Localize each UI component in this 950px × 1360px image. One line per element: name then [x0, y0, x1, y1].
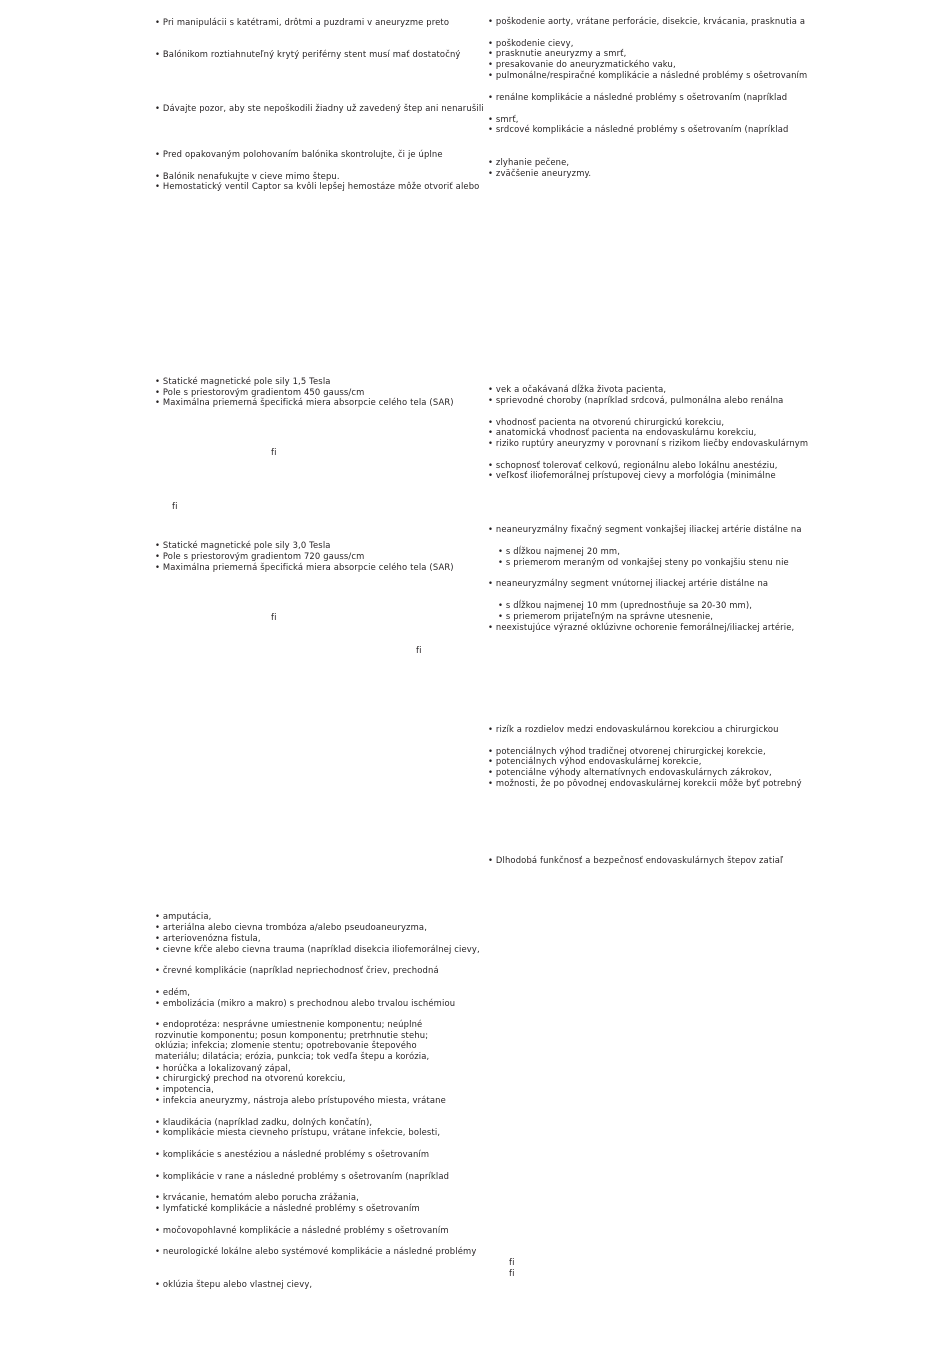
mri-3-0t-list: [155, 540, 475, 580]
list-item: • embolizácia (mikro a makro) s prechodnou alebo trvalou ischémiou: [155, 998, 456, 1008]
ligature-fragment: fi: [416, 645, 422, 655]
list-item: • potenciálne výhody alternatívnych endovaskulárnych zákrokov,: [488, 767, 772, 777]
ligature-fragment: fi: [271, 612, 277, 622]
ligature-fragment: fi: [509, 1257, 515, 1267]
list-item: • Maximálna priemerná špecifická miera absorpcie celého tela (SAR): [155, 397, 454, 407]
list-item: • schopnosť tolerovať celkovú, regionálnu alebo lokálnu anestéziu,: [488, 460, 778, 470]
list-item: • Maximálna priemerná špecifická miera absorpcie celého tela (SAR): [155, 562, 454, 572]
ligature-fragment: fi: [509, 1268, 515, 1278]
col1-top-list: [155, 0, 484, 200]
list-item: • vhodnosť pacienta na otvorenú chirurgickú korekciu,: [488, 417, 725, 427]
list-item: • s priemerom prijateľným na správne utesnenie,: [498, 611, 714, 621]
list-item: • infekcia aneuryzmy, nástroja alebo prístupového miesta, vrátane: [155, 1095, 446, 1105]
list-item: • prasknutie aneuryzmy a smrť,: [488, 48, 627, 58]
list-item: • sprievodné choroby (napríklad srdcová, pulmonálna alebo renálna: [488, 395, 784, 405]
list-item: • Pred opakovaným polohovaním balónika skontrolujte, či je úplne: [155, 149, 443, 159]
col2-patient-factors: [488, 384, 808, 484]
list-item: • s priemerom meraným od vonkajšej steny po vonkajšiu stenu nie: [498, 557, 789, 567]
list-item: • neaneuryzmálny segment vnútornej iliackej artérie distálne na: [488, 578, 769, 588]
list-item: • s dĺžkou najmenej 20 mm,: [498, 546, 621, 556]
list-item: • riziko ruptúry aneuryzmy v porovnaní s rizikom liečby endovaskulárnym: [488, 438, 809, 448]
col2-top-list: [488, 0, 808, 200]
list-item: • arteriovenózna fistula,: [155, 933, 261, 943]
list-item: • chirurgický prechod na otvorenú korekciu,: [155, 1073, 346, 1083]
col2-iliac-criteria: [488, 524, 808, 639]
list-item: • komplikácie v rane a následné problémy s ošetrovaním (napríklad: [155, 1171, 450, 1181]
list-item: • potenciálnych výhod tradičnej otvorenej chirurgickej korekcie,: [488, 746, 766, 756]
list-item: • Dávajte pozor, aby ste nepoškodili žiadny už zavedený štep ani nenarušili: [155, 103, 484, 113]
list-item: • Balónikom roztiahnuteľný krytý periférny stent musí mať dostatočný: [155, 49, 461, 59]
list-item: • oklúzia štepu alebo vlastnej cievy,: [155, 1279, 313, 1289]
list-item: • Statické magnetické pole sily 1,5 Tesla: [155, 376, 331, 386]
list-item: • lymfatické komplikácie a následné problémy s ošetrovaním: [155, 1203, 420, 1213]
list-item: • zlyhanie pečene,: [488, 157, 570, 167]
list-item: • potenciálnych výhod endovaskulárnej korekcie,: [488, 756, 702, 766]
list-item: • vek a očakávaná dĺžka života pacienta,: [488, 384, 667, 394]
col1-adverse-events: [155, 911, 480, 1296]
list-item: • poškodenie cievy,: [488, 38, 574, 48]
list-item: • Pri manipulácii s katétrami, drôtmi a puzdrami v aneuryzme preto: [155, 17, 450, 27]
list-item: • renálne komplikácie a následné problémy s ošetrovaním (napríklad: [488, 92, 788, 102]
list-item: • amputácia,: [155, 911, 212, 921]
ligature-fragment: fi: [271, 447, 277, 457]
list-item: • endoprotéza: nesprávne umiestnenie komponentu; neúplné rozvinutie komponentu; posun komponentu; pretrhnutie stehu; oklúzia; infekcia; zlomenie stentu; opotrebovanie štepového materiálu; dilatácia; erózia, punkcia; tok vedľa štepu a korózia,: [155, 1019, 430, 1061]
list-item: • Dlhodobá funkčnosť a bezpečnosť endovaskulárnych štepov zatiaľ: [488, 855, 784, 865]
list-item: • Hemostatický ventil Captor sa kvôli lepšej hemostáze môže otvoriť alebo: [155, 181, 480, 191]
list-item: • cievne kŕče alebo cievna trauma (napríklad disekcia iliofemorálnej cievy,: [155, 944, 480, 954]
list-item: • močovopohlavné komplikácie a následné problémy s ošetrovaním: [155, 1225, 449, 1235]
list-item: • komplikácie s anestéziou a následné problémy s ošetrovaním: [155, 1149, 430, 1159]
list-item: • komplikácie miesta cievneho prístupu, vrátane infekcie, bolesti,: [155, 1127, 441, 1137]
list-item: • neurologické lokálne alebo systémové komplikácie a následné problémy: [155, 1246, 477, 1256]
list-item: • Pole s priestorovým gradientom 450 gauss/cm: [155, 387, 365, 397]
list-item: • edém,: [155, 987, 191, 997]
list-item: • arteriálna alebo cievna trombóza a/alebo pseudoaneuryzma,: [155, 922, 428, 932]
mri-1-5t-list: [155, 376, 475, 416]
list-item: • klaudikácia (napríklad zadku, dolných končatín),: [155, 1117, 373, 1127]
list-item: • veľkosť iliofemorálnej prístupovej cievy a morfológia (minimálne: [488, 470, 776, 480]
list-item: • pulmonálne/respiračné komplikácie a následné problémy s ošetrovaním: [488, 70, 808, 80]
list-item: • neexistujúce výrazné oklúzivne ochorenie femorálnej/iliackej artérie,: [488, 622, 795, 632]
list-item: • Balónik nenafukujte v cieve mimo štepu.: [155, 171, 340, 181]
list-item: • anatomická vhodnosť pacienta na endovaskulárnu korekciu,: [488, 427, 757, 437]
list-item: • smrť,: [488, 114, 519, 124]
list-item: • zväčšenie aneuryzmy.: [488, 168, 592, 178]
list-item: • krvácanie, hematóm alebo porucha zrážania,: [155, 1192, 359, 1202]
list-item: • poškodenie aorty, vrátane perforácie, disekcie, krvácania, prasknutia a: [488, 16, 806, 26]
list-item: • Statické magnetické pole sily 3,0 Tesla: [155, 540, 331, 550]
list-item: • črevné komplikácie (napríklad nepriechodnosť čriev, prechodná: [155, 965, 439, 975]
list-item: • s dĺžkou najmenej 10 mm (uprednostňuje sa 20-30 mm),: [498, 600, 753, 610]
col2-risks-list: [488, 724, 808, 869]
list-item: • srdcové komplikácie a následné problémy s ošetrovaním (napríklad: [488, 124, 789, 134]
list-item: • rizík a rozdielov medzi endovaskulárnou korekciou a chirurgickou: [488, 724, 779, 734]
list-item: • impotencia,: [155, 1084, 214, 1094]
ligature-fragment: fi: [172, 501, 178, 511]
list-item: • horúčka a lokalizovaný zápal,: [155, 1063, 291, 1073]
list-item: • možnosti, že po pôvodnej endovaskulárnej korekcii môže byť potrebný: [488, 778, 802, 788]
list-item: • neaneuryzmálny fixačný segment vonkajšej iliackej artérie distálne na: [488, 524, 802, 534]
list-item: • Pole s priestorovým gradientom 720 gauss/cm: [155, 551, 365, 561]
list-item: • presakovanie do aneuryzmatického vaku,: [488, 59, 676, 69]
